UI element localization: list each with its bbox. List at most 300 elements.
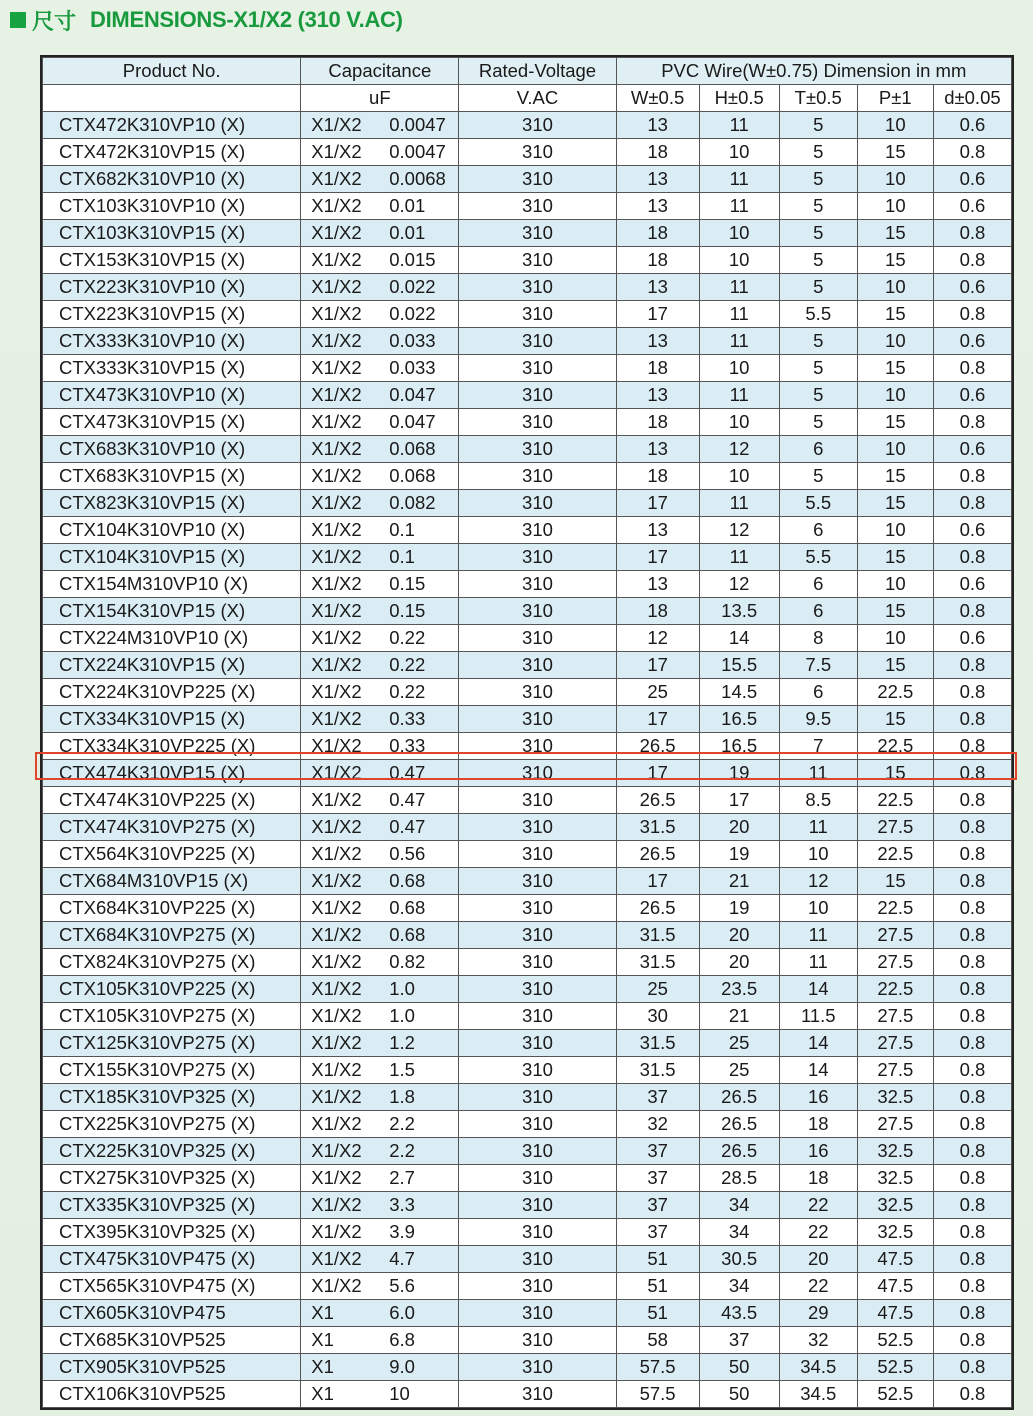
voltage-cell: 310 (459, 733, 616, 760)
p-cell: 22.5 (857, 733, 933, 760)
t-cell: 11 (779, 949, 857, 976)
t-cell: 5 (779, 220, 857, 247)
capacitance-cell (301, 166, 459, 193)
table-row (43, 1138, 1012, 1165)
p-cell: 52.5 (857, 1354, 933, 1381)
capacitance-cell (301, 1165, 459, 1192)
d-cell: 0.8 (933, 1084, 1011, 1111)
capacitance-cell (301, 1192, 459, 1219)
d-cell: 0.8 (933, 1003, 1011, 1030)
table-row (43, 409, 1012, 436)
cap-value: 0.0047 (389, 114, 446, 135)
cap-type: X1/X2 (311, 303, 362, 324)
d-cell: 0.8 (933, 598, 1011, 625)
h-cell: 19 (699, 760, 779, 787)
d-cell: 0.8 (933, 544, 1011, 571)
voltage-cell: 310 (459, 355, 616, 382)
capacitance-cell (301, 490, 459, 517)
h-cell: 11 (699, 328, 779, 355)
cap-value: 0.68 (389, 924, 426, 945)
table-row (43, 733, 1012, 760)
cap-value: 0.47 (389, 762, 426, 783)
d-cell: 0.8 (933, 409, 1011, 436)
p-cell: 10 (857, 274, 933, 301)
h-cell: 11 (699, 166, 779, 193)
cap-value: 0.015 (389, 249, 436, 270)
title-square-icon (10, 12, 26, 28)
capacitance-cell (301, 355, 459, 382)
p-cell: 27.5 (857, 949, 933, 976)
cap-value: 0.33 (389, 735, 426, 756)
table-row (43, 760, 1012, 787)
product-no-cell: CTX333K310VP15 (X) (43, 355, 301, 382)
cap-value: 0.068 (389, 465, 436, 486)
table-row (43, 463, 1012, 490)
cap-value: 0.1 (389, 546, 415, 567)
header-d: d±0.05 (933, 85, 1011, 112)
capacitance-cell (301, 1219, 459, 1246)
table-row (43, 436, 1012, 463)
t-cell: 5 (779, 193, 857, 220)
w-cell: 17 (616, 544, 699, 571)
cap-value: 0.22 (389, 654, 426, 675)
cap-value: 9.0 (389, 1356, 415, 1377)
product-no-cell: CTX565K310VP475 (X) (43, 1273, 301, 1300)
t-cell: 5 (779, 139, 857, 166)
cap-type: X1/X2 (311, 357, 362, 378)
voltage-cell: 310 (459, 706, 616, 733)
w-cell: 18 (616, 220, 699, 247)
p-cell: 27.5 (857, 1003, 933, 1030)
product-no-cell: CTX474K310VP225 (X) (43, 787, 301, 814)
cap-value: 1.2 (389, 1032, 415, 1053)
product-no-cell: CTX682K310VP10 (X) (43, 166, 301, 193)
capacitance-cell (301, 868, 459, 895)
t-cell: 32 (779, 1327, 857, 1354)
capacitance-cell (301, 625, 459, 652)
d-cell: 0.8 (933, 1219, 1011, 1246)
h-cell: 11 (699, 490, 779, 517)
t-cell: 5.5 (779, 301, 857, 328)
d-cell: 0.6 (933, 274, 1011, 301)
table-row (43, 625, 1012, 652)
w-cell: 18 (616, 598, 699, 625)
voltage-cell: 310 (459, 598, 616, 625)
table-row (43, 571, 1012, 598)
cap-value: 0.68 (389, 870, 426, 891)
h-cell: 11 (699, 193, 779, 220)
dimensions-table (40, 55, 1014, 1410)
product-no-cell: CTX125K310VP275 (X) (43, 1030, 301, 1057)
cap-type: X1/X2 (311, 816, 362, 837)
voltage-cell: 310 (459, 517, 616, 544)
table-row (43, 328, 1012, 355)
capacitance-cell (301, 679, 459, 706)
product-no-cell: CTX103K310VP15 (X) (43, 220, 301, 247)
d-cell: 0.6 (933, 328, 1011, 355)
cap-type: X1/X2 (311, 168, 362, 189)
cap-type: X1/X2 (311, 708, 362, 729)
w-cell: 17 (616, 652, 699, 679)
w-cell: 57.5 (616, 1354, 699, 1381)
h-cell: 50 (699, 1354, 779, 1381)
w-cell: 18 (616, 247, 699, 274)
h-cell: 43.5 (699, 1300, 779, 1327)
d-cell: 0.8 (933, 976, 1011, 1003)
d-cell: 0.8 (933, 247, 1011, 274)
capacitance-cell (301, 1246, 459, 1273)
cap-value: 10 (389, 1383, 410, 1404)
p-cell: 22.5 (857, 679, 933, 706)
table-row (43, 652, 1012, 679)
table-row (43, 1165, 1012, 1192)
p-cell: 32.5 (857, 1084, 933, 1111)
voltage-cell: 310 (459, 409, 616, 436)
t-cell: 22 (779, 1273, 857, 1300)
p-cell: 32.5 (857, 1192, 933, 1219)
header-p: P±1 (857, 85, 933, 112)
voltage-cell: 310 (459, 193, 616, 220)
h-cell: 12 (699, 571, 779, 598)
capacitance-cell (301, 787, 459, 814)
d-cell: 0.8 (933, 220, 1011, 247)
w-cell: 32 (616, 1111, 699, 1138)
header-w: W±0.5 (616, 85, 699, 112)
p-cell: 15 (857, 139, 933, 166)
t-cell: 14 (779, 976, 857, 1003)
w-cell: 31.5 (616, 922, 699, 949)
capacitance-cell (301, 112, 459, 139)
h-cell: 25 (699, 1030, 779, 1057)
p-cell: 10 (857, 166, 933, 193)
table-row (43, 949, 1012, 976)
cap-type: X1/X2 (311, 951, 362, 972)
cap-type: X1/X2 (311, 654, 362, 675)
t-cell: 29 (779, 1300, 857, 1327)
product-no-cell: CTX905K310VP525 (43, 1354, 301, 1381)
p-cell: 15 (857, 598, 933, 625)
capacitance-cell (301, 1354, 459, 1381)
product-no-cell: CTX224K310VP15 (X) (43, 652, 301, 679)
capacitance-cell (301, 517, 459, 544)
t-cell: 6 (779, 571, 857, 598)
cap-type: X1/X2 (311, 681, 362, 702)
cap-type: X1/X2 (311, 222, 362, 243)
w-cell: 18 (616, 463, 699, 490)
voltage-cell: 310 (459, 490, 616, 517)
d-cell: 0.8 (933, 1192, 1011, 1219)
w-cell: 17 (616, 490, 699, 517)
table-row (43, 895, 1012, 922)
h-cell: 10 (699, 139, 779, 166)
h-cell: 19 (699, 895, 779, 922)
cap-type: X1/X2 (311, 1275, 362, 1296)
w-cell: 18 (616, 139, 699, 166)
h-cell: 10 (699, 220, 779, 247)
cap-type: X1/X2 (311, 978, 362, 999)
w-cell: 13 (616, 112, 699, 139)
voltage-cell: 310 (459, 1300, 616, 1327)
d-cell: 0.8 (933, 922, 1011, 949)
capacitance-cell (301, 652, 459, 679)
d-cell: 0.8 (933, 679, 1011, 706)
table-row (43, 112, 1012, 139)
capacitance-cell (301, 1057, 459, 1084)
cap-type: X1/X2 (311, 1194, 362, 1215)
cap-type: X1/X2 (311, 897, 362, 918)
h-cell: 16.5 (699, 706, 779, 733)
t-cell: 5 (779, 328, 857, 355)
h-cell: 50 (699, 1381, 779, 1408)
h-cell: 13.5 (699, 598, 779, 625)
d-cell: 0.8 (933, 1165, 1011, 1192)
product-no-cell: CTX684K310VP225 (X) (43, 895, 301, 922)
h-cell: 11 (699, 382, 779, 409)
cap-value: 5.6 (389, 1275, 415, 1296)
p-cell: 47.5 (857, 1273, 933, 1300)
p-cell: 52.5 (857, 1381, 933, 1408)
d-cell: 0.8 (933, 652, 1011, 679)
product-no-cell: CTX153K310VP15 (X) (43, 247, 301, 274)
d-cell: 0.8 (933, 814, 1011, 841)
p-cell: 10 (857, 517, 933, 544)
d-cell: 0.8 (933, 949, 1011, 976)
product-no-cell: CTX605K310VP475 (43, 1300, 301, 1327)
cap-value: 0.47 (389, 789, 426, 810)
voltage-cell: 310 (459, 247, 616, 274)
d-cell: 0.6 (933, 436, 1011, 463)
table-row (43, 544, 1012, 571)
h-cell: 10 (699, 247, 779, 274)
t-cell: 6 (779, 436, 857, 463)
w-cell: 58 (616, 1327, 699, 1354)
w-cell: 25 (616, 976, 699, 1003)
cap-type: X1/X2 (311, 492, 362, 513)
cap-value: 0.022 (389, 303, 436, 324)
t-cell: 11 (779, 814, 857, 841)
d-cell: 0.6 (933, 625, 1011, 652)
cap-value: 0.15 (389, 573, 426, 594)
capacitance-cell (301, 328, 459, 355)
table-row (43, 1111, 1012, 1138)
cap-type: X1/X2 (311, 546, 362, 567)
capacitance-cell (301, 1111, 459, 1138)
t-cell: 5 (779, 355, 857, 382)
t-cell: 20 (779, 1246, 857, 1273)
table-row (43, 976, 1012, 1003)
p-cell: 15 (857, 760, 933, 787)
table-row (43, 787, 1012, 814)
t-cell: 5.5 (779, 490, 857, 517)
cap-type: X1/X2 (311, 249, 362, 270)
p-cell: 10 (857, 193, 933, 220)
product-no-cell: CTX683K310VP10 (X) (43, 436, 301, 463)
voltage-cell: 310 (459, 301, 616, 328)
w-cell: 30 (616, 1003, 699, 1030)
product-no-cell: CTX824K310VP275 (X) (43, 949, 301, 976)
voltage-cell: 310 (459, 220, 616, 247)
voltage-cell: 310 (459, 868, 616, 895)
cap-type: X1 (311, 1383, 334, 1404)
cap-type: X1 (311, 1302, 334, 1323)
p-cell: 10 (857, 571, 933, 598)
voltage-cell: 310 (459, 166, 616, 193)
table-row (43, 1354, 1012, 1381)
capacitance-cell (301, 1138, 459, 1165)
p-cell: 32.5 (857, 1165, 933, 1192)
voltage-cell: 310 (459, 922, 616, 949)
capacitance-cell (301, 544, 459, 571)
h-cell: 21 (699, 1003, 779, 1030)
h-cell: 10 (699, 463, 779, 490)
cap-type: X1/X2 (311, 1221, 362, 1242)
d-cell: 0.8 (933, 301, 1011, 328)
product-no-cell: CTX105K310VP275 (X) (43, 1003, 301, 1030)
cap-value: 0.1 (389, 519, 415, 540)
t-cell: 6 (779, 679, 857, 706)
h-cell: 20 (699, 922, 779, 949)
h-cell: 10 (699, 409, 779, 436)
voltage-cell: 310 (459, 544, 616, 571)
product-no-cell: CTX475K310VP475 (X) (43, 1246, 301, 1273)
table-row (43, 1273, 1012, 1300)
p-cell: 47.5 (857, 1300, 933, 1327)
h-cell: 21 (699, 868, 779, 895)
w-cell: 26.5 (616, 787, 699, 814)
voltage-cell: 310 (459, 1165, 616, 1192)
voltage-cell: 310 (459, 463, 616, 490)
cap-value: 0.047 (389, 411, 436, 432)
cap-value: 3.3 (389, 1194, 415, 1215)
table-row (43, 490, 1012, 517)
voltage-cell: 310 (459, 1327, 616, 1354)
product-no-cell: CTX106K310VP525 (43, 1381, 301, 1408)
d-cell: 0.8 (933, 706, 1011, 733)
h-cell: 26.5 (699, 1084, 779, 1111)
cap-value: 0.033 (389, 330, 436, 351)
product-no-cell: CTX474K310VP275 (X) (43, 814, 301, 841)
voltage-cell: 310 (459, 976, 616, 1003)
cap-value: 0.47 (389, 816, 426, 837)
cap-value: 1.8 (389, 1086, 415, 1107)
voltage-cell: 310 (459, 274, 616, 301)
d-cell: 0.6 (933, 517, 1011, 544)
product-no-cell: CTX154K310VP15 (X) (43, 598, 301, 625)
capacitance-cell (301, 1300, 459, 1327)
product-no-cell: CTX225K310VP325 (X) (43, 1138, 301, 1165)
d-cell: 0.8 (933, 355, 1011, 382)
h-cell: 12 (699, 517, 779, 544)
t-cell: 22 (779, 1192, 857, 1219)
p-cell: 32.5 (857, 1219, 933, 1246)
w-cell: 13 (616, 571, 699, 598)
d-cell: 0.8 (933, 1300, 1011, 1327)
cap-value: 0.0068 (389, 168, 446, 189)
w-cell: 31.5 (616, 814, 699, 841)
cap-value: 0.022 (389, 276, 436, 297)
w-cell: 25 (616, 679, 699, 706)
product-no-cell: CTX333K310VP10 (X) (43, 328, 301, 355)
page-title (10, 5, 403, 35)
w-cell: 18 (616, 355, 699, 382)
cap-value: 1.5 (389, 1059, 415, 1080)
header-dimension: PVC Wire(W±0.75) Dimension in mm (616, 58, 1011, 85)
capacitance-cell (301, 463, 459, 490)
h-cell: 26.5 (699, 1111, 779, 1138)
cap-type: X1/X2 (311, 276, 362, 297)
cap-value: 0.22 (389, 681, 426, 702)
p-cell: 15 (857, 544, 933, 571)
cap-value: 2.7 (389, 1167, 415, 1188)
voltage-cell: 310 (459, 679, 616, 706)
p-cell: 15 (857, 301, 933, 328)
table-row (43, 1030, 1012, 1057)
voltage-cell: 310 (459, 1030, 616, 1057)
product-no-cell: CTX564K310VP225 (X) (43, 841, 301, 868)
d-cell: 0.8 (933, 1057, 1011, 1084)
p-cell: 27.5 (857, 1030, 933, 1057)
cap-type: X1/X2 (311, 141, 362, 162)
table-row (43, 166, 1012, 193)
t-cell: 34.5 (779, 1381, 857, 1408)
table-row (43, 1246, 1012, 1273)
table-row (43, 1327, 1012, 1354)
header-capacitance: Capacitance (301, 58, 459, 85)
table-row (43, 598, 1012, 625)
d-cell: 0.6 (933, 112, 1011, 139)
capacitance-cell (301, 139, 459, 166)
p-cell: 22.5 (857, 841, 933, 868)
product-no-cell: CTX684M310VP15 (X) (43, 868, 301, 895)
h-cell: 23.5 (699, 976, 779, 1003)
voltage-cell: 310 (459, 382, 616, 409)
cap-value: 0.56 (389, 843, 426, 864)
product-no-cell: CTX683K310VP15 (X) (43, 463, 301, 490)
cap-type: X1/X2 (311, 843, 362, 864)
product-no-cell: CTX223K310VP10 (X) (43, 274, 301, 301)
cap-type: X1/X2 (311, 330, 362, 351)
capacitance-cell (301, 949, 459, 976)
w-cell: 17 (616, 706, 699, 733)
cap-value: 0.082 (389, 492, 436, 513)
product-no-cell: CTX223K310VP15 (X) (43, 301, 301, 328)
table-row (43, 1084, 1012, 1111)
product-no-cell: CTX155K310VP275 (X) (43, 1057, 301, 1084)
header-blank (43, 85, 301, 112)
voltage-cell: 310 (459, 895, 616, 922)
product-no-cell: CTX104K310VP10 (X) (43, 517, 301, 544)
d-cell: 0.8 (933, 841, 1011, 868)
t-cell: 7.5 (779, 652, 857, 679)
table-row (43, 814, 1012, 841)
t-cell: 9.5 (779, 706, 857, 733)
capacitance-cell (301, 436, 459, 463)
voltage-cell: 310 (459, 328, 616, 355)
h-cell: 34 (699, 1273, 779, 1300)
capacitance-cell (301, 193, 459, 220)
d-cell: 0.8 (933, 1354, 1011, 1381)
cap-type: X1/X2 (311, 1113, 362, 1134)
d-cell: 0.6 (933, 193, 1011, 220)
t-cell: 10 (779, 841, 857, 868)
p-cell: 47.5 (857, 1246, 933, 1273)
w-cell: 57.5 (616, 1381, 699, 1408)
product-no-cell: CTX823K310VP15 (X) (43, 490, 301, 517)
cap-type: X1 (311, 1356, 334, 1377)
table-row (43, 247, 1012, 274)
table-row (43, 355, 1012, 382)
header-cap-unit: uF (301, 85, 459, 112)
